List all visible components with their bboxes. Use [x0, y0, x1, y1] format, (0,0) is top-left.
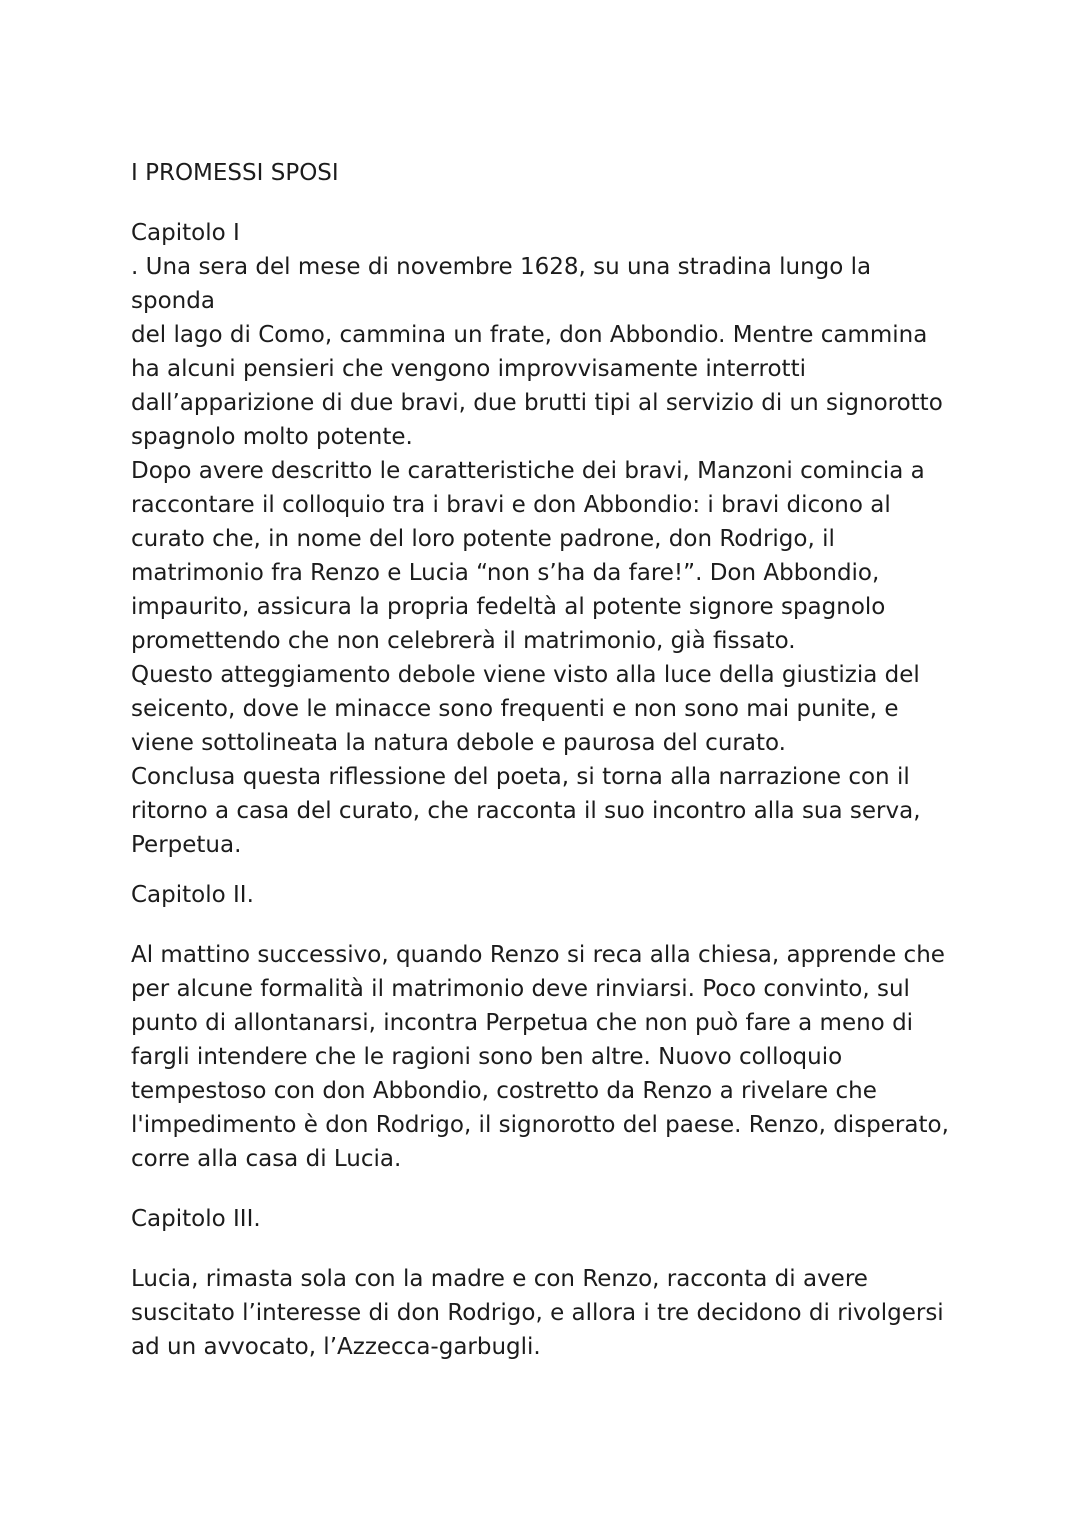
- chapter-3-body: Lucia, rimasta sola con la madre e con Renzo, racconta di avere suscitato l’interesse di don Rodrigo, e allora i tre decidono di rivolgersi ad un avvocato, l’Azzecca-garbugli.: [131, 1266, 944, 1360]
- chapter-2-heading: Capitolo II.: [131, 882, 254, 908]
- chapter-2-body: Al mattino successivo, quando Renzo si reca alla chiesa, apprende che per alcune formalità il matrimonio deve rinviarsi. Poco convinto, sul punto di allontanarsi, incontra Perpetua che non può fare a meno di fargli intendere che le ragioni sono ben altre. Nuovo colloquio tempestoso con don Abbondio, costretto da Renzo a rivelare che l'impedimento è don Rodrigo, il signorotto del paese. Renzo, disperato, corre alla casa di Lucia.: [131, 942, 949, 1172]
- chapter-1-body: . Una sera del mese di novembre 1628, su una stradina lungo la sponda del lago di Como, cammina un frate, don Abbondio. Mentre cammina ha alcuni pensieri che vengono improvvisamente interrotti dall’apparizione di due bravi, due brutti tipi al servizio di un signorotto spagnolo molto potente. Dopo avere descritto le caratteristiche dei bravi, Manzoni comincia a raccontare il colloquio tra i bravi e don Abbondio: i bravi dicono al curato che, in nome del loro potente padrone, don Rodrigo, il matrimonio fra Renzo e Lucia “non s’ha da fare!”. Don Abbondio, impaurito, assicura la propria fedeltà al potente signore spagnolo promettendo che non celebrerà il matrimonio, già fissato. Questo atteggiamento debole viene visto alla luce della giustizia del seicento, dove le minacce sono frequenti e non sono mai punite, e viene sottolineata la natura debole e paurosa del curato. Conclusa questa riflessione del poeta, si torna alla narrazione con il ritorno a casa del curato, che racconta il suo incontro alla sua serva, Perpetua.: [131, 254, 943, 858]
- chapter-1-heading: Capitolo I: [131, 220, 240, 246]
- chapter-3-heading: Capitolo III.: [131, 1206, 261, 1232]
- document-title: I PROMESSI SPOSI: [131, 160, 339, 186]
